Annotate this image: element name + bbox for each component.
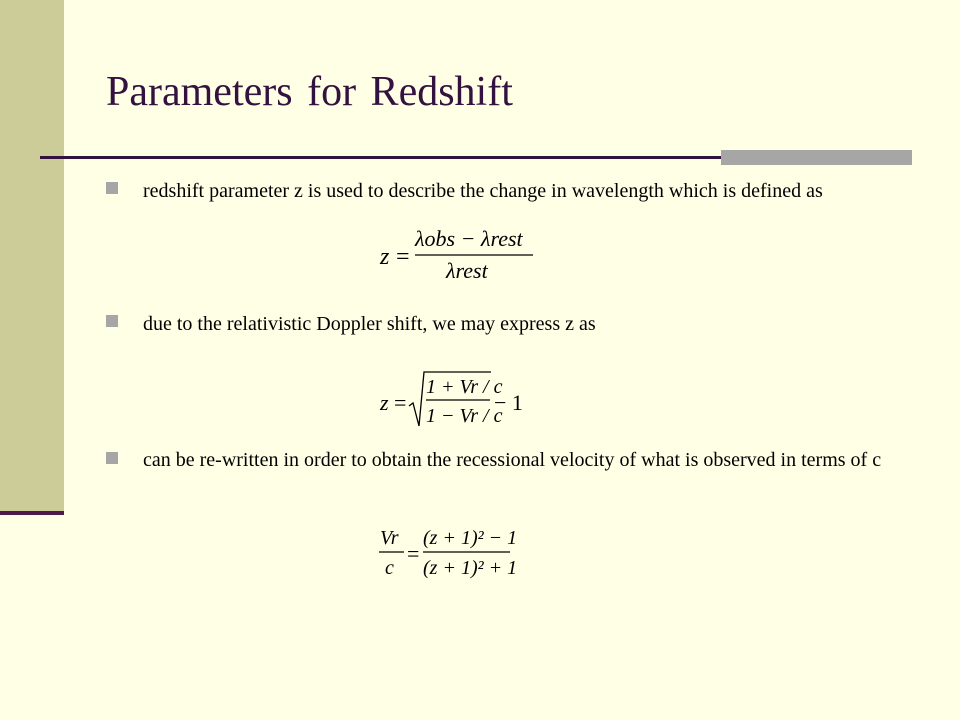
bullet-square-icon: [106, 452, 118, 464]
eq2-equals: =: [394, 390, 407, 415]
eq3-lhs-denominator: c: [385, 557, 394, 579]
eq2-lhs: z: [380, 390, 389, 415]
equation-recessional-velocity: [376, 522, 526, 584]
bullet-text-1: redshift parameter z is used to describe the change in wavelength which is defined as: [143, 180, 823, 202]
eq1-equals: =: [396, 244, 410, 270]
title-divider-accent: [721, 150, 912, 165]
bullet-square-icon: [106, 315, 118, 327]
slide-title: Parameters for Redshift: [106, 69, 513, 115]
equation-relativistic-doppler: [378, 368, 528, 432]
eq1-numerator: λobs − λrest: [415, 226, 523, 251]
eq1-lhs: z: [380, 244, 390, 270]
eq3-numerator: (z + 1)² − 1: [423, 527, 518, 549]
eq3-denominator: (z + 1)² + 1: [423, 557, 518, 579]
left-accent-bar: [0, 511, 64, 515]
eq2-numerator: 1 + Vr / c: [426, 376, 503, 398]
left-decor-band: [0, 0, 64, 512]
eq2-denominator: 1 − Vr / c: [426, 405, 503, 427]
eq3-lhs-numerator: Vr: [380, 527, 399, 549]
bullet-square-icon: [106, 182, 118, 194]
equation-redshift-definition: [378, 226, 548, 286]
eq3-equals: =: [407, 541, 420, 566]
bullet-text-2: due to the relativistic Doppler shift, we may express z as: [143, 313, 596, 335]
eq2-tail: − 1: [494, 390, 523, 415]
eq1-denominator: λrest: [446, 258, 488, 283]
bullet-text-3: can be re-written in order to obtain the recessional velocity of what is observed in terms of c: [143, 449, 882, 471]
